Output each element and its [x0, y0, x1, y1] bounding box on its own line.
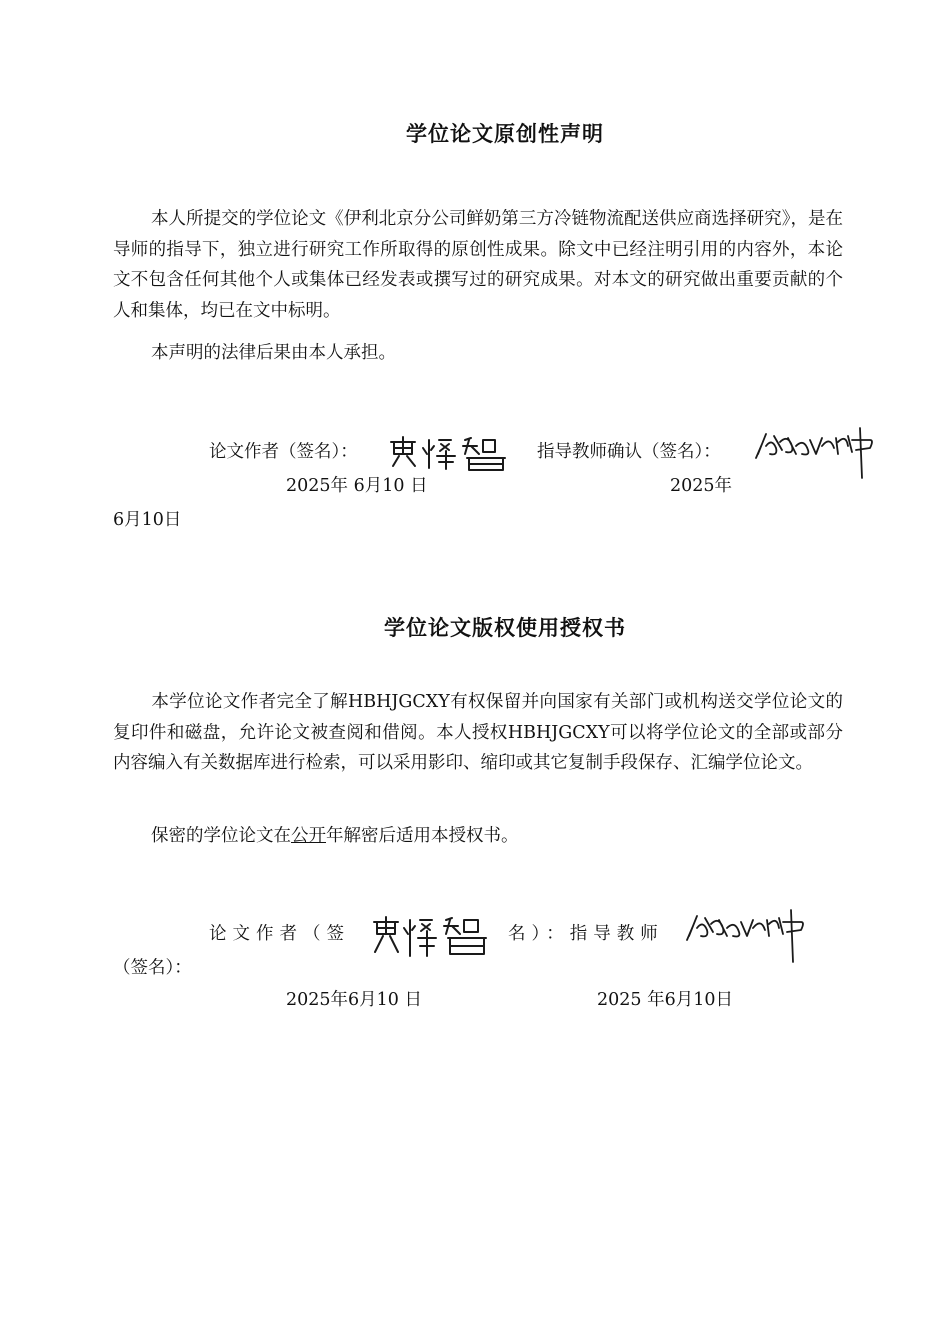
authorization-author-label-part2: 名）：指导教师: [508, 924, 664, 944]
authorization-author-date: 2025年6月10 日: [286, 990, 423, 1010]
declaration-author-signature: [385, 434, 525, 474]
declaration-author-date: 2025年 6月10 日: [286, 476, 428, 496]
declaration-title: 学位论文原创性声明: [406, 122, 604, 146]
authorization-advisor-signature: [683, 906, 813, 966]
declaration-paragraph-2: [113, 338, 843, 369]
authorization-paragraph-1: [113, 687, 843, 779]
authorization-author-signature: [370, 914, 500, 960]
authorization-paragraph-2: [113, 821, 843, 852]
authorization-p2-underlined: 公开: [291, 826, 326, 846]
declaration-advisor-date-rest: 6月10日: [113, 510, 182, 530]
declaration-paragraph-2-text: 本声明的法律后果由本人承担。: [151, 343, 396, 363]
authorization-author-label-part1: 论文作者（签: [209, 924, 350, 944]
declaration-advisor-signature: [752, 424, 882, 482]
declaration-paragraph-1: [113, 204, 843, 326]
declaration-advisor-date-year: 2025年: [670, 476, 733, 496]
authorization-paragraph-1-text: 本学位论文作者完全了解HBHJGCXY有权保留并向国家有关部门或机构送交学位论文的复印件和磁盘，允许论文被查阅和借阅。本人授权HBHJGCXY可以将学位论文的全部或部分内容编入有关数据库进行检索，可以采用影印、缩印或其它复制手段保存、汇编学位论文。: [113, 692, 843, 773]
declaration-author-label: 论文作者（签名）：: [209, 442, 358, 462]
authorization-advisor-date: 2025 年6月10日: [597, 990, 734, 1010]
declaration-advisor-label: 指导教师确认（签名）：: [537, 442, 721, 462]
authorization-p2-after: 年解密后适用本授权书。: [326, 826, 519, 846]
authorization-title: 学位论文版权使用授权书: [384, 616, 626, 640]
authorization-advisor-label-cont: （签名）：: [113, 958, 192, 978]
authorization-p2-before: 保密的学位论文在: [151, 826, 291, 846]
declaration-paragraph-1-text: 本人所提交的学位论文《伊利北京分公司鲜奶第三方冷链物流配送供应商选择研究》，是在导师的指导下，独立进行研究工作所取得的原创性成果。除文中已经注明引用的内容外，本论文不包含任何其他个人或集体已经发表或撰写过的研究成果。对本文的研究做出重要贡献的个人和集体，均已在文中标明。: [113, 209, 843, 321]
